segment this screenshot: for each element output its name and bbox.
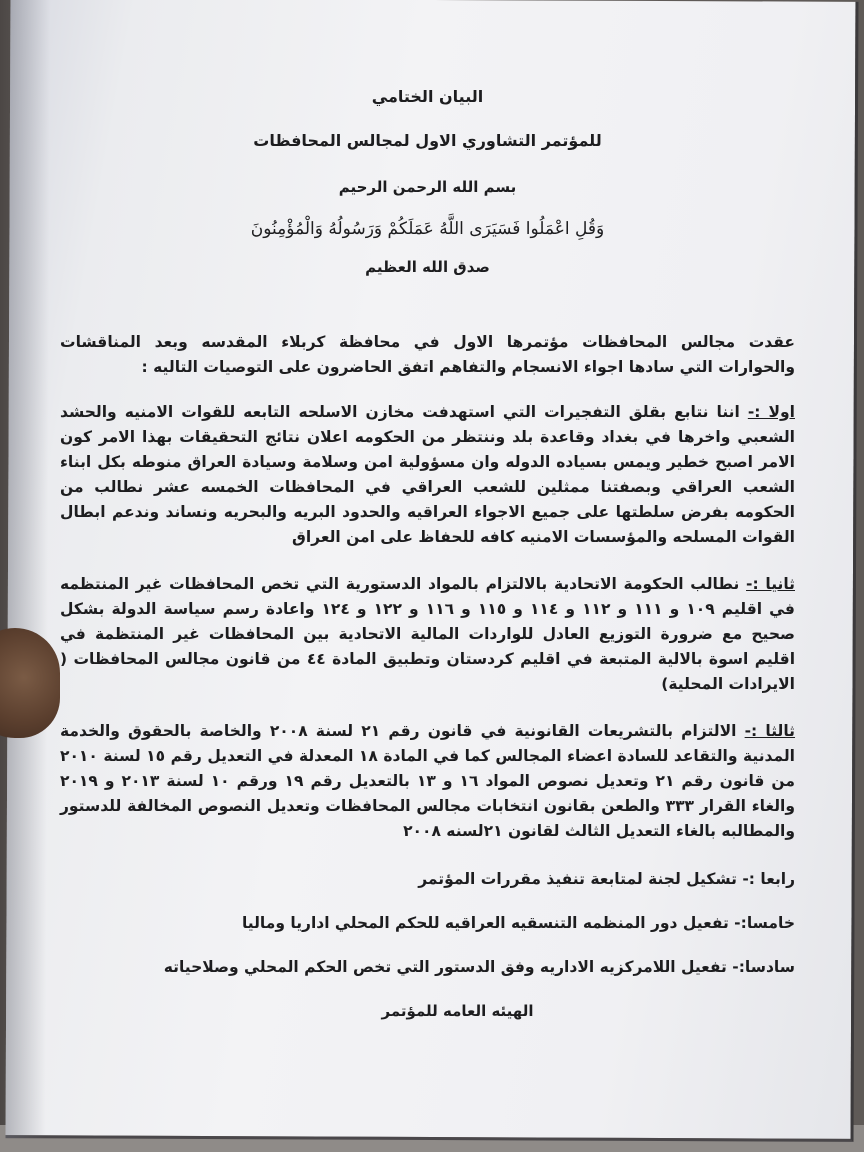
recommendation-2-label: ثانيا :- [746,575,795,593]
recommendation-1-label: اولا :- [747,403,795,421]
document-subtitle: للمؤتمر التشاوري الاول لمجالس المحافظات [253,131,602,150]
signature-line: الهيئه العامه للمؤتمر [381,1002,534,1020]
recommendation-2 [60,572,795,697]
recommendation-3-label: ثالثا :- [744,722,796,740]
intro-paragraph: عقدت مجالس المحافظات مؤتمرها الاول في محافظة كربلاء المقدسه وبعد المناقشات والحوارات التي سادها اجواء الانسجام والتفاهم اتفق الحاضرون على التوصيات التاليه : [60,333,795,376]
recommendation-1 [60,400,795,550]
quran-verse: وَقُلِ اعْمَلُوا فَسَيَرَى اللَّهُ عَمَلَكُمْ وَرَسُولُهُ وَالْمُؤْمِنُونَ [250,219,605,239]
paper-shadow [6,0,51,1138]
recommendation-6: سادسا:- تفعيل اللامركزيه الاداريه وفق الدستور التي تخص الحكم المحلي وصلاحياته [163,958,795,976]
recommendation-4: رابعا :- تشكيل لجنة لمتابعة تنفيذ مقررات المؤتمر [418,870,795,888]
basmala: بسم الله الرحمن الرحيم [338,178,517,196]
recommendation-2-text: نطالب الحكومة الاتحادية بالالتزام بالمواد الدستورية التي تخص المحافظات غير المنتظمه في اقليم ١٠٩ و ١١١ و ١١٢ و ١١٤ و ١١٥ و ١١٦ و ١٢٢ و ١٢٤ واعادة رسم سياسة الدولة بشكل صحيح مع ضرورة التوزيع العادل للواردات المالية الاتحادية بين المحافظات غير المنتظمة في اقليم اسوة بالالية المتبعة في اقليم كردستان وتطبيق المادة ٤٤ من قانون مجالس المحافظات ( الايرادات المحلية) [60,575,796,693]
recommendation-3-text: الالتزام بالتشريعات القانونية في قانون رقم ٢١ لسنة ٢٠٠٨ والخاصة بالحقوق والخدمة المدنية والتقاعد للسادة اعضاء المجالس كما في المادة ١٨ المعدلة في التعديل رقم ١٥ لسنة ٢٠١٠ من قانون رقم ٢١ وتعديل نصوص المواد ١٦ و ١٣ بالتعديل رقم ١٩ ورقم ١٠ لسنة ٢٠١٣ و ٢٠١٩ والغاء القرار ٣٣٣ والطعن بقانون انتخابات مجالس المحافظات وتعديل النصوص المخالفة للدستور والمطالبه بالغاء التعديل الثالث لقانون ٢١لسنه ٢٠٠٨ [60,722,795,840]
recommendation-3 [60,719,795,844]
document-body [60,80,795,1020]
recommendation-1-text: اننا نتابع بقلق التفجيرات التي استهدفت مخازن الاسلحه التابعه للقوات الامنيه والحشد الشعبي واخرها في بغداد وقاعدة بلد وننتظر من الحكومه اعلان نتائج التحقيقات بهذا الامر كون الامر اصبح خطير ويمس بسياده الدوله وان مسؤولية امن وسلامة وسيادة العراق منوطه بكل ابناء الشعب العراقي وبصفتنا ممثلين للشعب العراقي في المحافظات الخمسه عشر نطالب من الحكومه بفرض سلطتها على جميع الاجواء العراقيه والحدود البريه والبحريه ونساند وندعم ابطال القوات المسلحه والمؤسسات الامنيه كافه للحفاظ على امن العراق [60,403,795,546]
document-title: البيان الختامي [371,87,484,106]
verse-closing: صدق الله العظيم [365,258,490,276]
recommendation-5: خامسا:- تفعيل دور المنظمه التنسقيه العراقيه للحكم المحلي اداريا وماليا [241,914,795,932]
